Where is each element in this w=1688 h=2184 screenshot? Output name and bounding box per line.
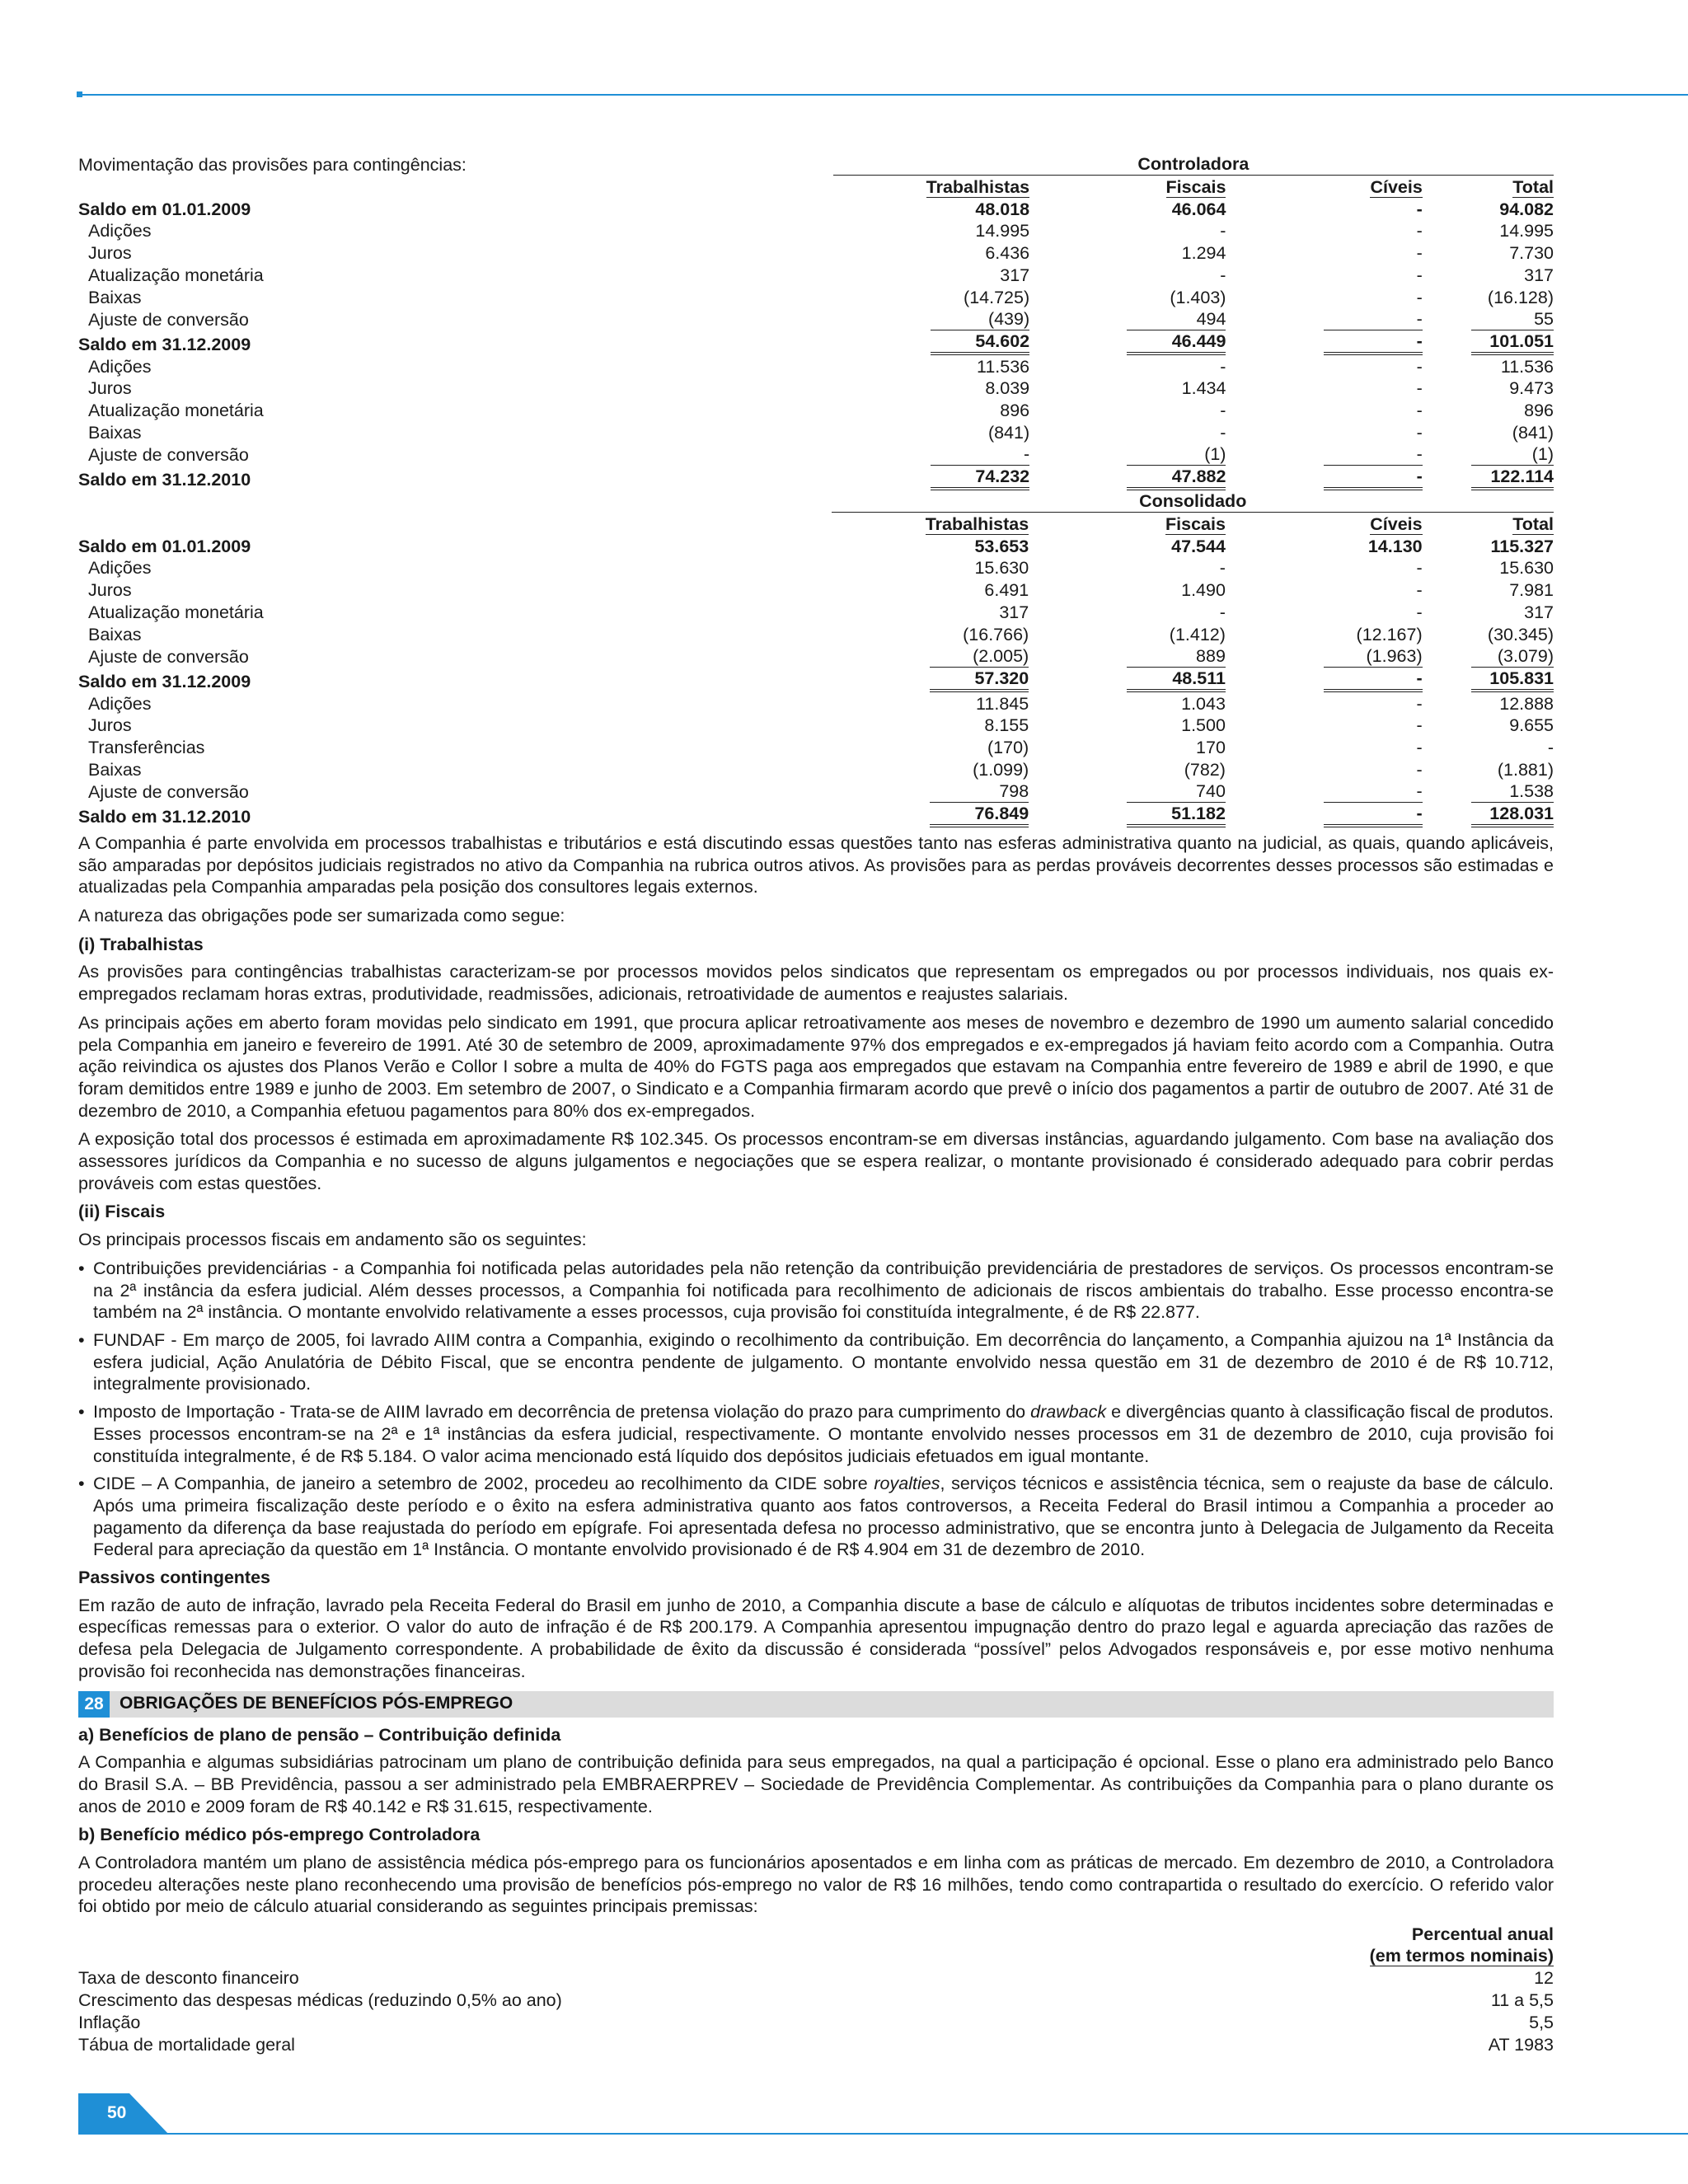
- paragraph-processos-fiscais: Os principais processos fiscais em andamento são os seguintes:: [78, 1230, 587, 1250]
- row-label: Juros: [88, 378, 132, 399]
- row-label: Juros: [88, 715, 132, 736]
- table-row: [78, 692, 1554, 715]
- cell-value: 11.536: [1500, 356, 1554, 377]
- row-label: Atualização monetária: [88, 401, 264, 421]
- cell-value: -: [1416, 221, 1423, 241]
- table-row: [78, 198, 1554, 220]
- cell-value: 1.434: [1181, 378, 1226, 399]
- cell-value: 128.031: [1471, 803, 1554, 827]
- list-item: • FUNDAF - Em março de 2005, foi lavrado AIIM contra a Companhia, exigindo o recolhimento da contribuição. Em decorrência do lançamento, a Companhia ajuizou na 1ª Instância da esfera judicial, Ação Anulatória de Débito Fiscal, que se encontra pendente de julgamento. O montante envolvido nessa questão em 31 de dezembro de 2010 é de R$ 10.712, integralmente provisionado.: [78, 1329, 1554, 1395]
- paragraph-natureza: A natureza das obrigações pode ser sumarizada como segue:: [78, 906, 565, 926]
- cell-value: 12.888: [1499, 693, 1554, 714]
- row-label: Adições: [88, 221, 152, 241]
- cell-value: (1): [1471, 443, 1554, 466]
- cell-value: (16.766): [963, 624, 1029, 644]
- table-row: [78, 421, 1554, 443]
- cell-value: (1.099): [973, 759, 1029, 780]
- paragraph-beneficio-medico: A Controladora mantém um plano de assistência médica pós-emprego para os funcionários aposentados e em linha com as práticas de mercado. Em dezembro de 2010, a Controladora procedeu alterações neste plano reconhecendo uma provisão de benefícios pós-emprego no valor de R$ 16 milhões, tendo como contrapartida o resultado do exercício. O referido valor foi obtido por meio de cálculo atuarial considerando as seguintes principais premissas:: [78, 1853, 1554, 1917]
- cell-value: -: [1416, 265, 1423, 285]
- cell-value: (1.412): [1169, 624, 1226, 644]
- cell-value: 317: [999, 602, 1029, 622]
- cell-value: 14.995: [1499, 221, 1554, 241]
- row-label: Atualização monetária: [88, 602, 264, 622]
- cell-value: (16.128): [1487, 287, 1554, 307]
- cell-value: (841): [1512, 422, 1554, 443]
- cell-value: 317: [1524, 602, 1554, 622]
- cell-value: (30.345): [1487, 624, 1554, 644]
- cell-value: (14.725): [964, 287, 1030, 307]
- table-row: [78, 579, 1554, 601]
- column-header: Cíveis: [1370, 176, 1423, 197]
- section-number: 28: [78, 1691, 110, 1718]
- table-row: [78, 780, 1554, 803]
- table-row: [78, 758, 1554, 780]
- cell-value: (439): [931, 308, 1029, 330]
- list-item: • Contribuições previdenciárias - a Companhia foi notificada pelas autoridades pela não retenção da contribuição previdenciária de prestadores de serviços. Os processos encontram-se na 2ª instância da esfera judicial. Além desses processos, a Companhia foi notificada para recolhimento de adicionais de riscos ambientais do trabalho. Esse processo encontra-se também na 2ª instância. O montante envolvido relativamente a esses processos, cuja provisão foi constituída integralmente, é de R$ 22.877.: [78, 1258, 1554, 1324]
- cell-value: (3.079): [1471, 645, 1554, 668]
- cell-value: 46.449: [1127, 330, 1226, 355]
- row-label: Saldo em 01.01.2009: [78, 199, 251, 219]
- cell-value: 47.544: [1171, 536, 1226, 556]
- section-title: OBRIGAÇÕES DE BENEFÍCIOS PÓS-EMPREGO: [120, 1694, 513, 1713]
- cell-value: 6.491: [984, 580, 1029, 601]
- cell-value: 14.995: [975, 221, 1030, 241]
- cell-value: -: [1219, 602, 1226, 622]
- cell-value: -: [1324, 780, 1423, 803]
- cell-value: 896: [1000, 401, 1030, 421]
- cell-value: -: [1324, 330, 1423, 355]
- page-number: 50: [107, 2103, 127, 2122]
- table-row: Crescimento das despesas médicas (reduzindo 0,5% ao ano) 11 a 5,5: [78, 1990, 1554, 2010]
- list-item: • Imposto de Importação - Trata-se de AIIM lavrado em decorrência de pretensa violação do prazo para cumprimento do drawback e divergências quanto à classificação fiscal de produtos. Esses processos encontram-se na 2ª e 1ª instâncias da esfera judicial, respectivamente. O montante envolvido nesses processos em 31 de dezembro de 2010, cuja provisão foi constituída integralmente, é de R$ 5.184. O valor acima mencionado está líquido dos depósitos judiciais efetuados em igual montante.: [78, 1401, 1554, 1467]
- consolidado-table: [78, 490, 1554, 827]
- paragraph-trabalhistas: As provisões para contingências trabalhistas caracterizam-se por processos movidos pelos sindicatos que representam os empregados ou por processos individuais, nos quais ex-empregados reclamam horas extras, produtividade, readmissões, adicionais, retroatividade de aumentos e reajustes salariais.: [78, 962, 1554, 1005]
- cell-value: -: [1324, 308, 1423, 330]
- table-row: [78, 623, 1554, 645]
- cell-value: 7.730: [1509, 243, 1554, 264]
- table-row: Taxa de desconto financeiro 12: [78, 1968, 1554, 1989]
- table-row: [78, 264, 1554, 286]
- heading-trabalhistas: (i) Trabalhistas: [78, 934, 204, 954]
- table-row: [78, 241, 1554, 264]
- paragraph-acoes-sindicato: As principais ações em aberto foram movidas pelo sindicato em 1991, que procura aplicar retroativamente aos meses de novembro e dezembro de 1990 um aumento salarial concedido pela Companhia em janeiro e fevereiro de 1991. Até 30 de setembro de 2009, aproximadamente 97% dos empregados e ex-empregados já haviam feito acordo com a Companhia. Outra ação reivindica os ajustes dos Planos Verão e Collor I sobre a multa de 40% do FGTS paga aos empregados que estavam na Companhia entre fevereiro de 1989 e abril de 1990, e que foram demitidos entre 1989 e junho de 2003. Em setembro de 2007, o Sindicato e a Companhia firmaram acordo que prevê o início dos pagamentos a partir de outubro de 2007. Até 31 de dezembro de 2010, a Companhia efetuou pagamentos para 80% dos ex-empregados.: [78, 1012, 1554, 1121]
- cell-value: -: [1416, 759, 1423, 780]
- consolidado-title: Consolidado: [832, 490, 1554, 513]
- row-label: Saldo em 31.12.2010: [78, 806, 251, 827]
- row-label: Baixas: [88, 287, 142, 307]
- cell-value: 54.602: [931, 330, 1029, 355]
- cell-value: 76.849: [930, 803, 1029, 827]
- fiscal-bullet-list: [78, 1258, 1554, 1561]
- cell-value: -: [1416, 602, 1423, 622]
- cell-value: 11.536: [976, 356, 1030, 377]
- cell-value: 101.051: [1471, 330, 1554, 355]
- table-row: Tábua de mortalidade geral AT 1983: [78, 2034, 1554, 2055]
- cell-value: (1.881): [1497, 759, 1554, 780]
- heading-fiscais: (ii) Fiscais: [78, 1202, 166, 1222]
- cell-value: (1): [1127, 443, 1226, 466]
- cell-value: 51.182: [1127, 803, 1226, 827]
- row-label: Adições: [88, 558, 152, 579]
- cell-value: 1.490: [1181, 580, 1226, 601]
- cell-value: 1.043: [1181, 693, 1226, 714]
- column-header: Cíveis: [1370, 513, 1423, 534]
- heading-passivos-contingentes: Passivos contingentes: [78, 1568, 270, 1588]
- cell-value: 889: [1127, 645, 1226, 668]
- table-intro: Movimentação das provisões para contingências:: [78, 155, 467, 175]
- cell-value: 317: [1524, 265, 1554, 285]
- premissas-header-1: Percentual anual: [1411, 1924, 1554, 1944]
- cell-value: -: [1416, 356, 1423, 377]
- cell-value: (2.005): [930, 645, 1029, 668]
- cell-value: 55: [1471, 308, 1554, 330]
- cell-value: -: [1416, 580, 1423, 601]
- cell-value: -: [1220, 265, 1226, 285]
- row-label: Baixas: [88, 624, 142, 644]
- row-label: Juros: [88, 580, 132, 601]
- cell-value: -: [1416, 422, 1423, 443]
- row-label: Transferências: [88, 738, 205, 758]
- cell-value: 170: [1196, 738, 1226, 758]
- row-label: Adições: [88, 693, 152, 714]
- controladora-title: Controladora: [833, 153, 1554, 176]
- cell-value: 53.653: [974, 536, 1029, 556]
- row-label: Ajuste de conversão: [88, 646, 249, 667]
- cell-value: 896: [1524, 401, 1554, 421]
- cell-value: -: [1416, 401, 1423, 421]
- cell-value: 105.831: [1471, 668, 1554, 692]
- cell-value: 15.630: [1499, 558, 1554, 579]
- cell-value: 494: [1127, 308, 1226, 330]
- header-rule: [79, 94, 1688, 96]
- cell-value: 46.064: [1171, 199, 1226, 219]
- column-header: Trabalhistas: [926, 176, 1030, 197]
- row-label: Saldo em 31.12.2009: [78, 334, 251, 354]
- cell-value: 15.630: [974, 558, 1029, 579]
- cell-value: -: [1416, 693, 1423, 714]
- cell-value: 11.845: [976, 693, 1029, 714]
- cell-value: 9.473: [1509, 378, 1554, 399]
- cell-value: -: [1220, 221, 1226, 241]
- row-label: Saldo em 01.01.2009: [78, 536, 251, 556]
- cell-value: 6.436: [985, 243, 1030, 264]
- paragraph-plano-pensao: A Companhia e algumas subsidiárias patrocinam um plano de contribuição definida para seus empregados, na qual a participação é opcional. Esse o plano era administrado pelo Banco do Brasil S.A. – BB Previdência, passou a ser administrado pela EMBRAERPREV – Sociedade de Previdência Complementar. As contribuições da Companhia para o plano durante os anos de 2010 e 2009 foram de R$ 40.142 e R$ 31.615, respectivamente.: [78, 1752, 1554, 1816]
- cell-value: -: [1324, 668, 1423, 692]
- table-row: [78, 355, 1554, 377]
- row-label: Juros: [88, 243, 132, 264]
- column-header: Fiscais: [1165, 513, 1226, 534]
- cell-value: -: [1416, 715, 1423, 736]
- row-label: Saldo em 31.12.2009: [78, 671, 251, 691]
- cell-value: 8.155: [984, 715, 1029, 736]
- table-row: [78, 601, 1554, 623]
- table-row: [78, 645, 1554, 668]
- column-header: Fiscais: [1165, 176, 1226, 197]
- cell-value: 740: [1127, 780, 1226, 803]
- cell-value: -: [1220, 422, 1226, 443]
- premissas-header-2: (em termos nominais): [1369, 1946, 1554, 1966]
- table-row: [78, 399, 1554, 421]
- cell-value: 8.039: [985, 378, 1030, 399]
- cell-value: 14.130: [1367, 536, 1423, 556]
- cell-value: 47.882: [1127, 466, 1226, 490]
- row-label: Ajuste de conversão: [88, 781, 249, 802]
- table-row: [78, 668, 1554, 692]
- cell-value: 74.232: [931, 466, 1029, 490]
- cell-value: 798: [930, 780, 1029, 803]
- cell-value: 7.981: [1509, 580, 1554, 601]
- table-row: [78, 286, 1554, 308]
- cell-value: 115.327: [1490, 536, 1554, 556]
- paragraph-companhia-processos: A Companhia é parte envolvida em processos trabalhistas e tributários e está discutindo essas questões tanto nas esferas administrativa quanto na judicial, as quais, quando aplicáveis, são amparadas por depósitos judiciais registrados no ativo da Companhia na rubrica outros ativos. As provisões para as perdas prováveis decorrentes desses processos são estimadas e atualizadas pela Companhia amparadas pela posição dos consultores legais externos.: [78, 832, 1554, 898]
- page-content: [78, 153, 1554, 2055]
- cell-value: -: [1416, 558, 1423, 579]
- cell-value: 317: [1000, 265, 1030, 285]
- table-row: [78, 803, 1554, 827]
- cell-value: -: [931, 443, 1029, 466]
- cell-value: -: [1416, 243, 1423, 264]
- cell-value: (841): [987, 422, 1030, 443]
- table-row: [78, 736, 1554, 758]
- cell-value: 1.500: [1181, 715, 1226, 736]
- cell-value: 122.114: [1471, 466, 1554, 490]
- paragraph-exposicao: A exposição total dos processos é estimada em aproximadamente R$ 102.345. Os processos encontram-se em diversas instâncias, aguardando julgamento. Com base na avaliação dos assessores jurídicos da Companhia e no sucesso de alguns julgamentos e negociações que se espera realizar, o montante provisionado é considerado adequado para cobrir perdas prováveis com estas questões.: [78, 1129, 1554, 1193]
- table-row: [78, 715, 1554, 737]
- cell-value: 1.294: [1181, 243, 1226, 264]
- cell-value: -: [1416, 378, 1423, 399]
- table-row: [78, 557, 1554, 579]
- paragraph-passivos: Em razão de auto de infração, lavrado pela Receita Federal do Brasil em junho de 2010, a Companhia discute a base de cálculo e alíquotas de tributos incidentes sobre determinadas e específicas remessas para o exterior. O valor do auto de infração é de R$ 200.179. A Companhia apresentou impugnação dentro do prazo legal e aguarda apreciação das razões de defesa pela Delegacia de Julgamento correspondente. A probabilidade de êxito da discussão é considerada “possível” pelos Advogados responsáveis e, por esse motivo nenhuma provisão foi reconhecida nas demonstrações financeiras.: [78, 1595, 1554, 1681]
- cell-value: 48.511: [1127, 668, 1226, 692]
- cell-value: -: [1219, 558, 1226, 579]
- row-label: Atualização monetária: [88, 265, 264, 285]
- heading-beneficio-medico: b) Benefício médico pós-emprego Controladora: [78, 1825, 481, 1845]
- table-row: [78, 220, 1554, 242]
- cell-value: (1.963): [1324, 645, 1423, 668]
- cell-value: -: [1416, 199, 1423, 219]
- cell-value: -: [1416, 738, 1423, 758]
- cell-value: 48.018: [975, 199, 1030, 219]
- table-row: Inflação 5,5: [78, 2012, 1554, 2032]
- table-row: [78, 330, 1554, 355]
- row-label: Adições: [88, 356, 152, 377]
- cell-value: 1.538: [1471, 780, 1554, 803]
- row-label: Baixas: [88, 422, 142, 443]
- cell-value: -: [1324, 443, 1423, 466]
- cell-value: (1.403): [1170, 287, 1226, 307]
- cell-value: 9.655: [1509, 715, 1554, 736]
- table-row: [78, 466, 1554, 490]
- cell-value: -: [1220, 401, 1226, 421]
- table-row: [78, 535, 1554, 557]
- cell-value: 57.320: [930, 668, 1029, 692]
- cell-value: -: [1220, 356, 1226, 377]
- table-row: [78, 377, 1554, 400]
- row-label: Saldo em 31.12.2010: [78, 469, 251, 490]
- section-header-28: [78, 1691, 1554, 1718]
- table-row: [78, 308, 1554, 330]
- footer-rule: [165, 2133, 1688, 2135]
- cell-value: -: [1547, 738, 1554, 758]
- heading-plano-pensao: a) Benefícios de plano de pensão – Contribuição definida: [78, 1724, 561, 1745]
- controladora-table: [78, 153, 1554, 490]
- cell-value: 94.082: [1499, 199, 1554, 219]
- column-header: Trabalhistas: [925, 513, 1029, 534]
- row-label: Baixas: [88, 759, 142, 780]
- row-label: Ajuste de conversão: [88, 444, 249, 465]
- column-header: Total: [1512, 513, 1554, 534]
- cell-value: -: [1324, 803, 1423, 827]
- table-row: [78, 443, 1554, 466]
- cell-value: -: [1324, 466, 1423, 490]
- cell-value: (782): [1184, 759, 1226, 780]
- cell-value: -: [1416, 287, 1423, 307]
- premissas-table: [78, 1923, 1554, 2055]
- list-item: • CIDE – A Companhia, de janeiro a setembro de 2002, procedeu ao recolhimento da CIDE sobre royalties, serviços técnicos e assistência técnica, sem o reajuste da base de cálculo. Após uma primeira fiscalização deste período e o êxito na esfera administrativa quanto aos fatos controversos, a Receita Federal do Brasil intimou a Companhia a proceder ao pagamento da diferença da base reajustada do período em epígrafe. Foi apresentada defesa no processo administrativo, que se encontra junto à Delegacia de Julgamento da Receita Federal para apreciação da questão em 1ª Instância. O montante envolvido provisionado é de R$ 4.904 em 31 de dezembro de 2010.: [78, 1473, 1554, 1561]
- cell-value: (170): [987, 738, 1029, 758]
- row-label: Ajuste de conversão: [88, 309, 249, 330]
- cell-value: (12.167): [1356, 624, 1423, 644]
- column-header: Total: [1512, 176, 1554, 197]
